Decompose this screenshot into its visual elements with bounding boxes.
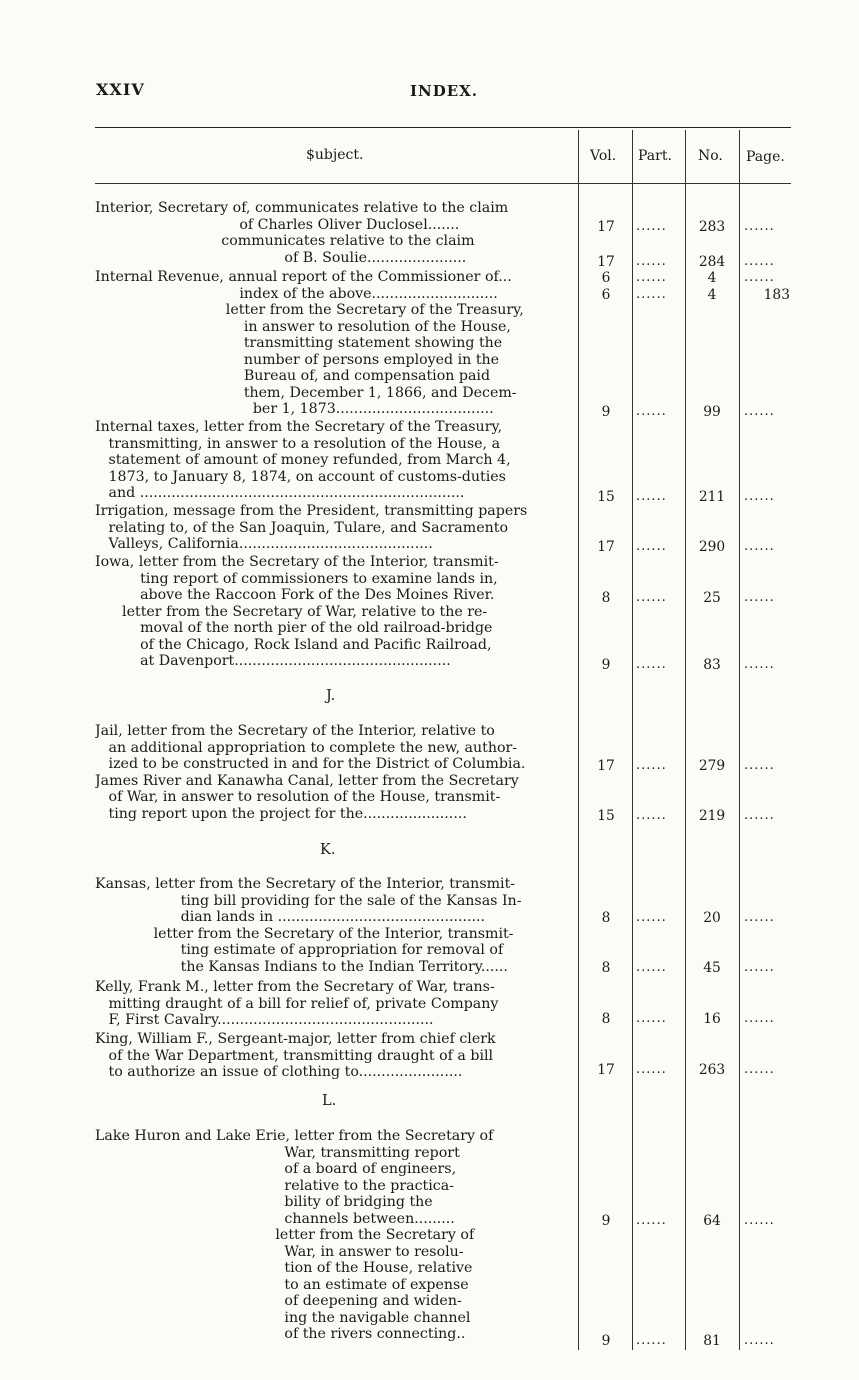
- entry-part: ......: [636, 960, 667, 975]
- entry-volume: 15: [597, 808, 615, 824]
- entry-number: 45: [703, 960, 721, 976]
- table-header-rule: [95, 183, 791, 184]
- index-entry-text: Internal taxes, letter from the Secretary of the Treasury, transmitting, in answer to a resolution of the House, a statement of amount of money refunded, from March 4, 1873, to January 8, 1874, on account of customs-duties and ........................................................................: [95, 419, 511, 501]
- entry-part: ......: [636, 1011, 667, 1026]
- entry-number: 25: [703, 590, 721, 606]
- entry-volume: 8: [601, 590, 611, 606]
- entry-page: ......: [744, 270, 775, 285]
- entry-volume: 17: [597, 1062, 615, 1078]
- entry-number: 279: [698, 758, 726, 774]
- entry-part: ......: [636, 1333, 667, 1348]
- page-number-roman: XXIV: [96, 80, 145, 99]
- column-header-vol: Vol.: [590, 148, 617, 164]
- entry-part: ......: [636, 657, 667, 672]
- entry-page: ......: [744, 808, 775, 823]
- index-entry-text: King, William F., Sergeant-major, letter from chief clerk of the War Department, transmitting draught of a bill to authorize an issue of clothing to.......................: [95, 1031, 496, 1080]
- entry-number: 263: [698, 1062, 726, 1078]
- index-entry-text: Irrigation, message from the President, transmitting papers relating to, of the San Joaquin, Tulare, and Sacramento Valleys, California...........................................: [95, 503, 528, 552]
- entry-part: ......: [636, 758, 667, 773]
- index-entry-text: Lake Huron and Lake Erie, letter from the Secretary of War, transmitting report of a board of engineers, relative to the practica- bility of bridging the channels between......... letter from the Secretary of War, in answer to resolu- tion of the House, relative to an estimate of expense of deepening and widen- ing the navigable channel of the rivers connecting..: [95, 1128, 494, 1342]
- index-entry-text: Interior, Secretary of, communicates relative to the claim of Charles Oliver Duclosel....... communicates relative to the claim of B. Soulie......................: [95, 200, 509, 266]
- entry-volume: 9: [601, 404, 611, 420]
- entry-page: ......: [744, 1213, 775, 1228]
- column-header-part: Part.: [638, 148, 672, 164]
- entry-part: ......: [636, 808, 667, 823]
- entry-volume: 8: [601, 910, 611, 926]
- column-header-no: No.: [698, 148, 723, 164]
- column-header-subject: $ubject.: [306, 147, 364, 163]
- entry-volume: 8: [601, 960, 611, 976]
- entry-part: ......: [636, 1062, 667, 1077]
- entry-number: 290: [698, 539, 726, 555]
- entry-page: ......: [744, 489, 775, 504]
- entry-part: ......: [636, 590, 667, 605]
- entry-volume: 6: [601, 270, 611, 286]
- entry-number: 211: [698, 489, 726, 505]
- entry-volume: 8: [601, 1011, 611, 1027]
- entry-volume: 17: [597, 219, 615, 235]
- table-top-rule: [95, 127, 791, 128]
- entry-page: ......: [744, 1011, 775, 1026]
- entry-volume: 17: [597, 254, 615, 270]
- entry-part: ......: [636, 404, 667, 419]
- entry-part: ......: [636, 287, 667, 302]
- section-letter: J.: [326, 688, 336, 704]
- entry-page: 183: [763, 287, 790, 303]
- entry-page: ......: [744, 219, 775, 234]
- entry-part: ......: [636, 254, 667, 269]
- entry-page: ......: [744, 1062, 775, 1077]
- page-title: INDEX.: [410, 82, 479, 100]
- entry-page: ......: [744, 404, 775, 419]
- entry-number: 20: [703, 910, 721, 926]
- entry-part: ......: [636, 1213, 667, 1228]
- entry-number: 4: [707, 287, 717, 303]
- entry-part: ......: [636, 489, 667, 504]
- index-entry-text: Jail, letter from the Secretary of the Interior, relative to an additional appropriation to complete the new, author- ized to be constructed in and for the District of Columbia. James River and Kanawha Canal, letter from the Secretary of War, in answer to resolution of the House, transmit- ting report upon the project for the.......................: [95, 723, 526, 822]
- entry-part: ......: [636, 539, 667, 554]
- column-divider-part: [685, 130, 686, 1350]
- entry-number: 83: [703, 657, 721, 673]
- entry-number: 284: [698, 254, 726, 270]
- entry-page: ......: [744, 657, 775, 672]
- entry-page: ......: [744, 1333, 775, 1348]
- index-entry-text: Iowa, letter from the Secretary of the Interior, transmit- ting report of commissioners to examine lands in, above the Raccoon Fork of the Des Moines River. letter from the Secretary of War, relative to the re- moval of the north pier of the old railroad-bridge of the Chicago, Rock Island and Pacific Railroad, at Davenport................................................: [95, 554, 499, 669]
- entry-number: 219: [698, 808, 726, 824]
- entry-volume: 17: [597, 758, 615, 774]
- column-divider-subject: [578, 130, 579, 1350]
- entry-part: ......: [636, 910, 667, 925]
- entry-number: 64: [703, 1213, 721, 1229]
- index-entry-text: Internal Revenue, annual report of the Commissioner of... index of the above............................ letter from the Secretary of the Treasury, in answer to resolution of the House, transmitting statement showing the number of persons employed in the Bureau of, and compensation paid them, December 1, 1866, and Decem- ber 1, 1873...................................: [95, 269, 524, 417]
- entry-number: 81: [703, 1333, 721, 1349]
- entry-number: 4: [707, 270, 717, 286]
- entry-page: ......: [744, 910, 775, 925]
- entry-part: ......: [636, 219, 667, 234]
- entry-volume: 9: [601, 1333, 611, 1349]
- column-divider-vol: [632, 130, 633, 1350]
- entry-number: 99: [703, 404, 721, 420]
- entry-number: 16: [703, 1011, 721, 1027]
- entry-page: ......: [744, 758, 775, 773]
- entry-page: ......: [744, 254, 775, 269]
- entry-volume: 6: [601, 287, 611, 303]
- entry-volume: 17: [597, 539, 615, 555]
- column-header-page: Page.: [746, 149, 785, 165]
- entry-page: ......: [744, 590, 775, 605]
- index-entry-text: Kansas, letter from the Secretary of the Interior, transmit- ting bill providing for the sale of the Kansas In- dian lands in .............................................. letter from the Secretary of the Interior, transmit- ting estimate of appropriation for removal of the Kansas Indians to the Indian Territory......: [95, 876, 522, 975]
- entry-number: 283: [698, 219, 726, 235]
- entry-volume: 9: [601, 1213, 611, 1229]
- entry-volume: 9: [601, 657, 611, 673]
- entry-page: ......: [744, 539, 775, 554]
- index-entry-text: Kelly, Frank M., letter from the Secretary of War, trans- mitting draught of a bill for relief of, private Company F, First Cavalry................................................: [95, 979, 499, 1028]
- column-divider-no: [739, 130, 740, 1350]
- section-letter: K.: [320, 842, 336, 858]
- entry-page: ......: [744, 960, 775, 975]
- entry-volume: 15: [597, 489, 615, 505]
- entry-part: ......: [636, 270, 667, 285]
- section-letter: L.: [322, 1093, 337, 1109]
